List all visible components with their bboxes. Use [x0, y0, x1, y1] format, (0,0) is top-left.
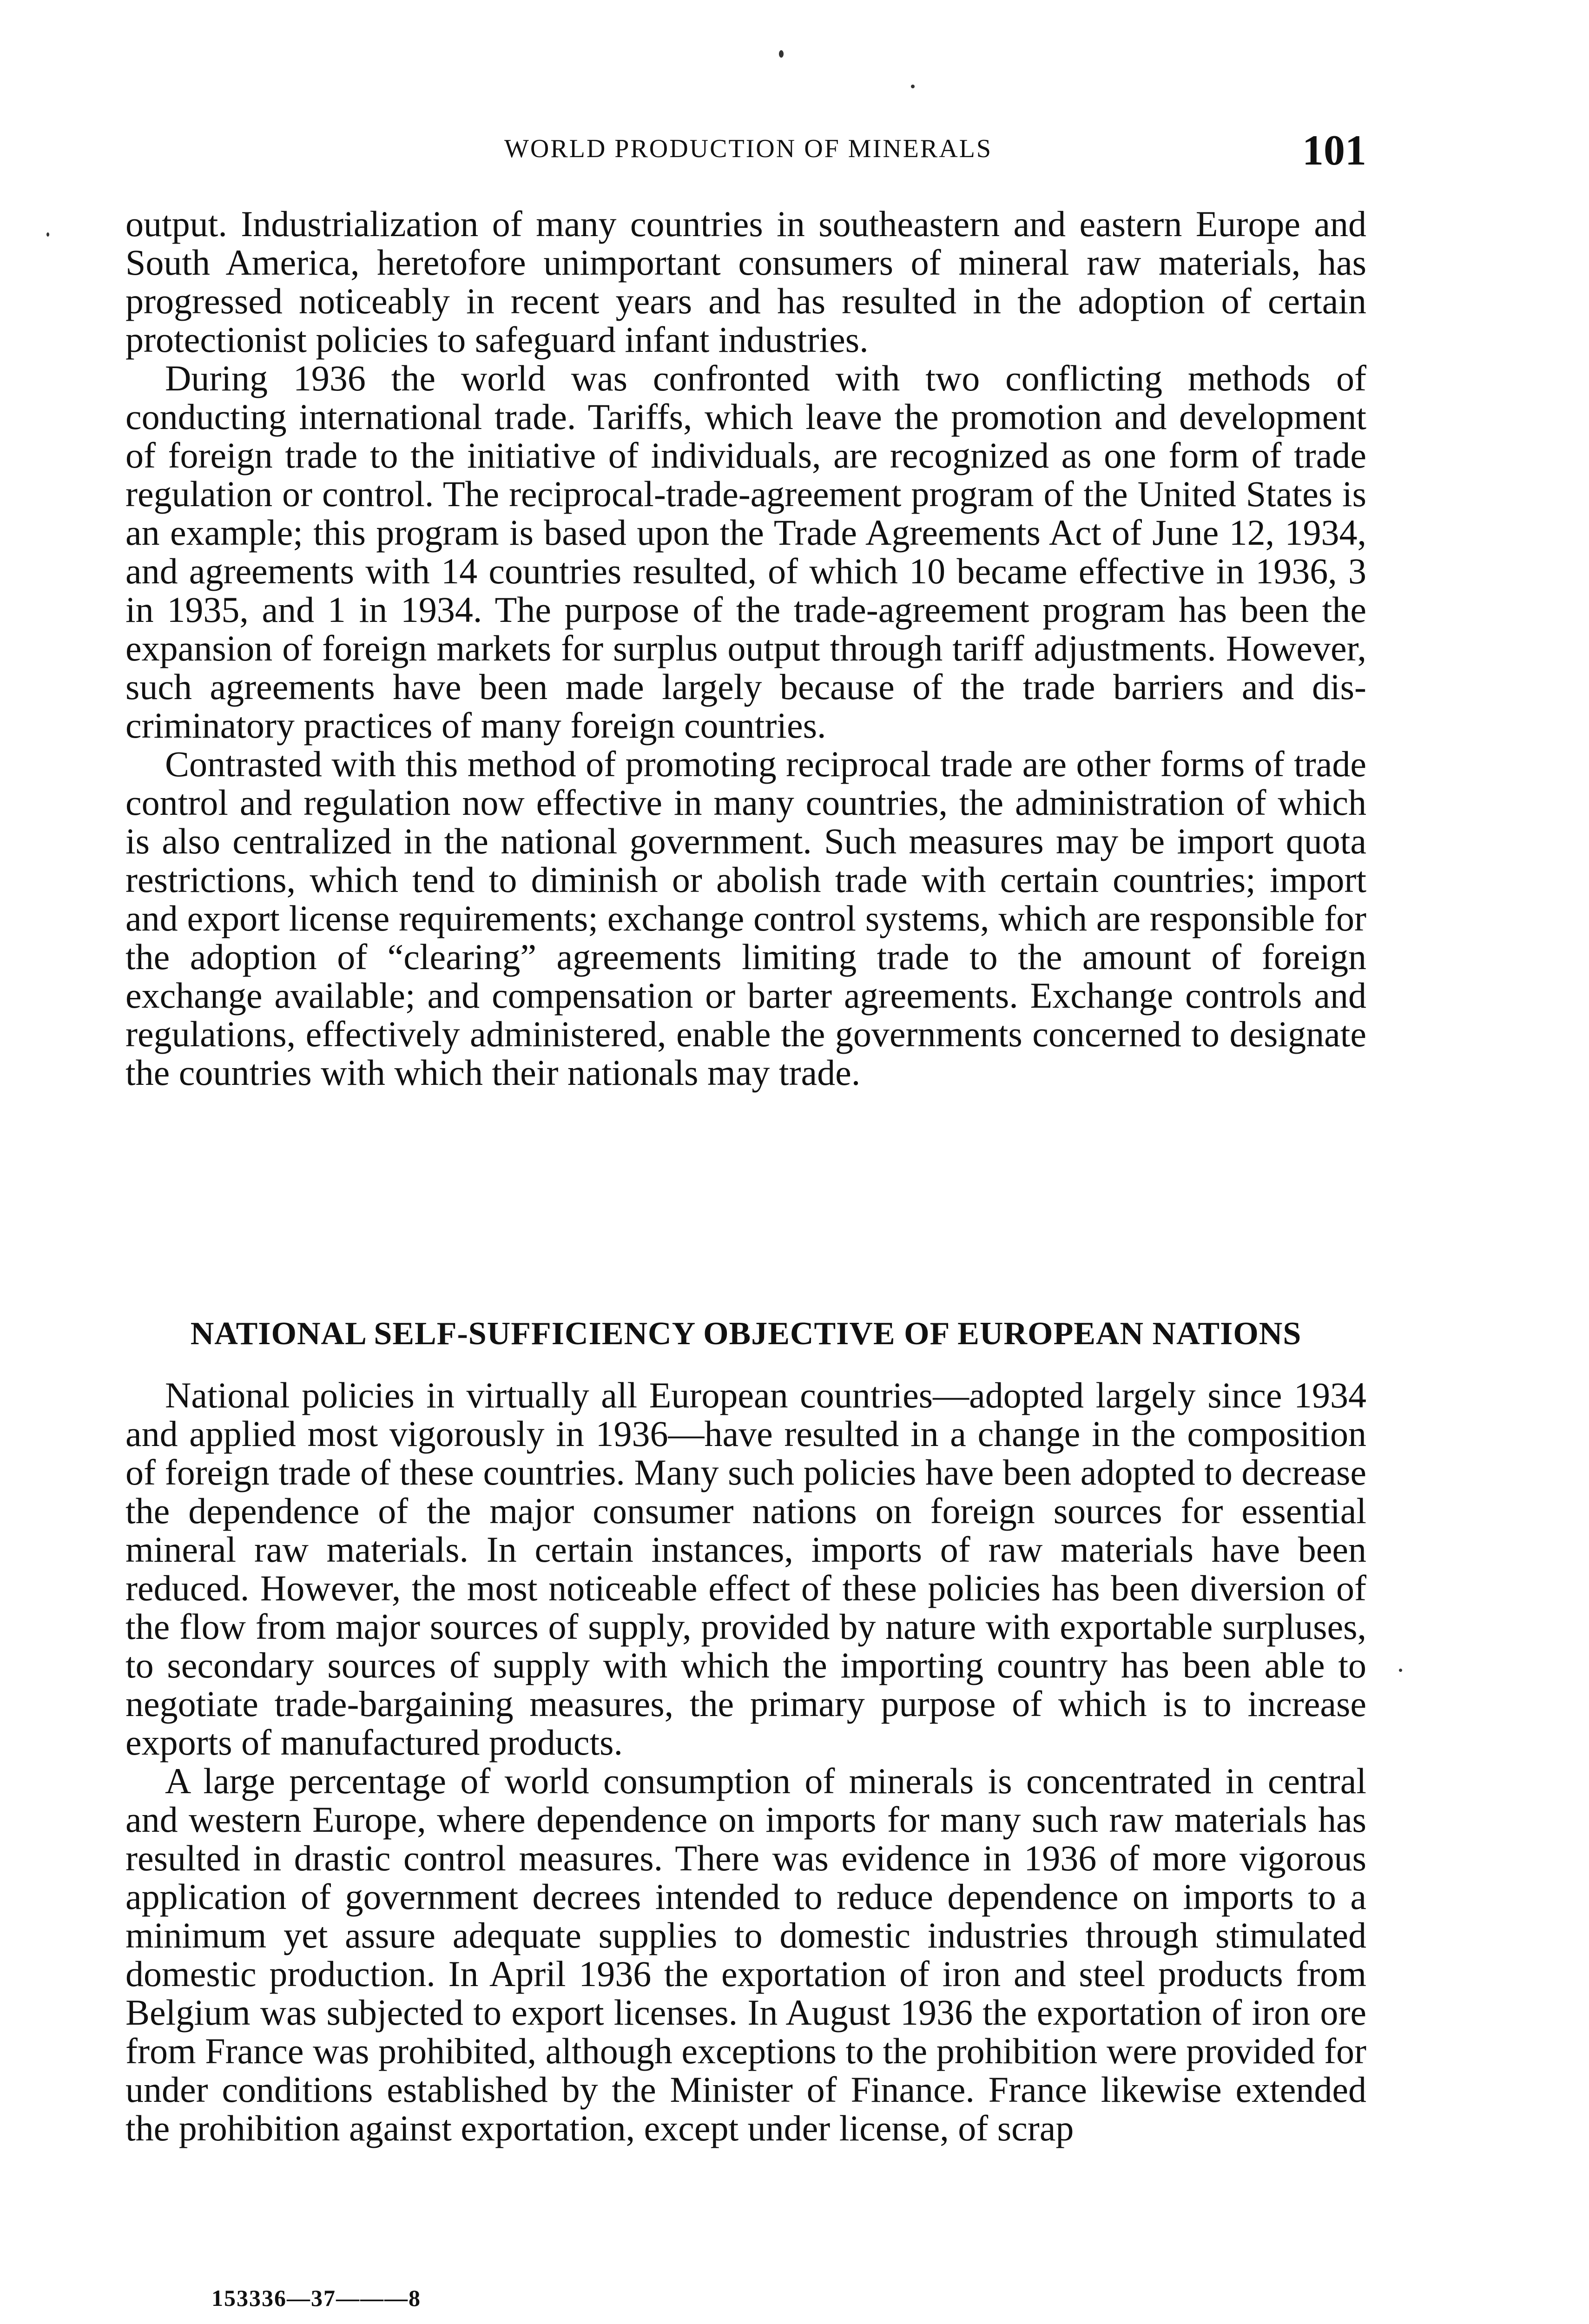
paragraph: output. Industrialization of many countries in southeastern and eastern Europe and South America, heretofore unimportant consumers of mineral raw materials, has progressed noticeably in recent years and has resulted in the adoption of certain protectionist policies to safeguard infant industries. — [125, 204, 1366, 360]
print-speck — [779, 50, 784, 58]
printer-code: 153336—37———8 — [211, 2285, 421, 2311]
paragraph: Contrasted with this method of promoting reciprocal trade are other forms of trade control and regulation now effective in many countries, the administration of which is also centralized in the national government. Such measures may be import quota restrictions, which tend to diminish or abolish trade with certain countries; import and export license requirements; exchange control systems, which are responsible for the adoption of “clearing” agreements limiting trade to the amount of foreign exchange available; and compensation or barter agreements. Exchange controls and regulations, effectively administered, enable the governments concerned to designate the countries with which their nationals may trade. — [125, 744, 1366, 1093]
running-title: WORLD PRODUCTION OF MINERALS — [504, 134, 993, 163]
print-speck — [911, 85, 915, 88]
section-heading: NATIONAL SELF-SUFFICIENCY OBJECTIVE OF EUROPEAN NATIONS — [190, 1316, 1302, 1352]
body-text-before-heading — [125, 205, 1366, 1092]
print-speck — [1399, 1669, 1402, 1672]
paragraph: During 1936 the world was confronted with two conflicting methods of conducting international trade. Tariffs, which leave the promotion and development of foreign trade to the initiative of individuals, are recognized as one form of trade regulation or control. The reciprocal-trade-agreement program of the United States is an example; this program is based upon the Trade Agreements Act of June 12, 1934, and agreements with 14 countries resulted, of which 10 became effective in 1936, 3 in 1935, and 1 in 1934. The purpose of the trade-agreement program has been the expansion of foreign markets for surplus output through tariff adjustments. However, such agreements have been made largely because of the trade barriers and discriminatory practices of many foreign countries. — [125, 358, 1366, 746]
print-speck — [46, 232, 49, 237]
running-header — [130, 125, 1366, 191]
paragraph: A large percentage of world consumption of minerals is concentrated in central and western Europe, where dependence on imports for many such raw materials has resulted in drastic control measures. There was evidence in 1936 of more vigorous application of government decrees intended to reduce dependence on imports to a minimum yet assure adequate supplies to domestic industries through stimulated domestic production. In April 1936 the exportation of iron and steel products from Belgium was subjected to export licenses. In August 1936 the exportation of iron ore from France was prohibited, although exceptions to the prohibition were provided for under conditions established by the Minister of Finance. France likewise extended the prohibition against exportation, except under license, of scrap — [125, 1761, 1366, 2148]
page-number: 101 — [1302, 126, 1366, 174]
body-text-after-heading — [125, 1376, 1366, 2147]
paragraph: National policies in virtually all European countries—adopted largely since 1934 and applied most vigorously in 1936—have resulted in a change in the composition of foreign trade of these countries. Many such policies have been adopted to decrease the dependence of the major consumer nations on foreign sources for essential mineral raw materials. In certain instances, imports of raw materials have been reduced. However, the most noticeable effect of these policies has been diversion of the flow from major sources of supply, provided by nature with exportable surpluses, to secondary sources of supply with which the importing country has been able to negotiate trade-bargaining measures, the primary purpose of which is to increase exports of manufactured products. — [125, 1375, 1366, 1763]
